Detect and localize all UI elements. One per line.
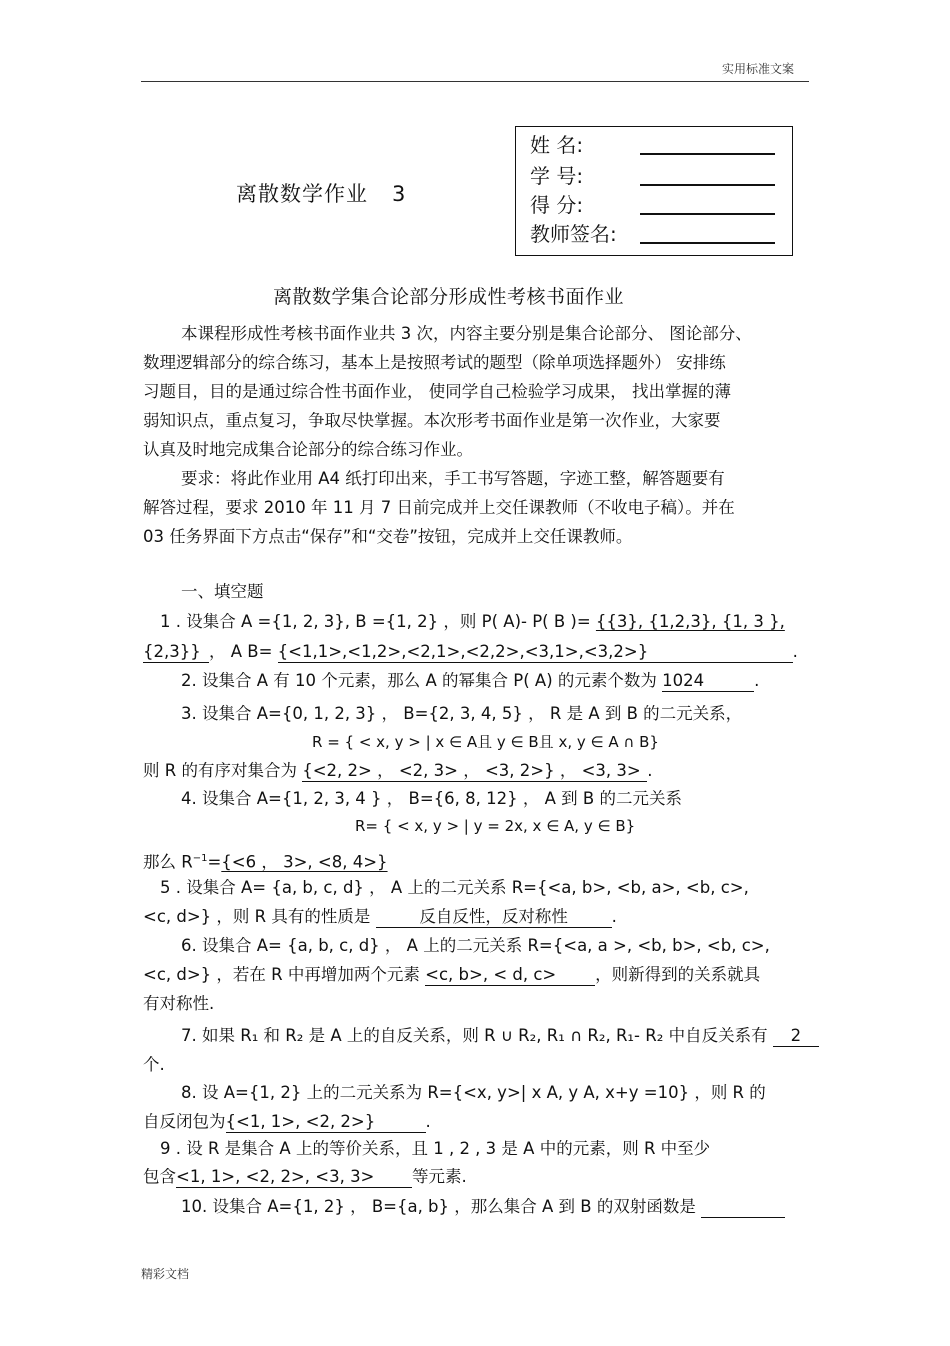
teacher-signature-row	[530, 220, 622, 248]
question-5-line-1: 5 . 设集合 A= {a, b, c, d} ， A 上的二元关系 R={<a, b>, <b, a>, <b, c>,	[160, 878, 749, 897]
question-6-line-1: 6. 设集合 A= {a, b, c, d} ， A 上的二元关系 R={<a, a >, <b, b>, <b, c>,	[181, 936, 770, 955]
section-heading-fill-in: 一、填空题	[181, 582, 264, 601]
question-1-answer-power-set-end: {2,3}}	[143, 642, 209, 663]
student-info-box	[515, 126, 793, 256]
document-title: 离散数学作业 3	[236, 182, 407, 206]
name-label: 姓 名:	[530, 133, 584, 157]
intro-line-4: 弱知识点，重点复习，争取尽快掌握。本次形考书面作业是第一次作业，大家要	[143, 411, 721, 430]
question-8-line-2: 自反闭包为{<1, 1>, <2, 2>} .	[143, 1112, 431, 1131]
question-7-line-1: 7. 如果 R₁ 和 R₂ 是 A 上的自反关系，则 R ∪ R₂, R₁ ∩ R₂, R₁- R₂ 中自反关系有 2	[181, 1025, 819, 1047]
score-label: 得 分:	[530, 193, 584, 217]
question-6-answer: <c, b>, < d, c>	[425, 965, 595, 986]
name-blank[interactable]	[640, 153, 775, 155]
question-3-line-2: 则 R 的有序对集合为 {<2, 2> ， <2, 3> ， <3, 2>} ， <3, 3> .	[143, 761, 653, 780]
student-id-blank[interactable]	[640, 184, 775, 186]
question-1-line-2: {2,3}} ， A B= {<1,1>,<1,2>,<2,1>,<2,2>,<3,1>,<3,2>} .	[143, 642, 798, 661]
name-row	[530, 131, 622, 159]
student-id-label: 学 号:	[530, 164, 584, 188]
question-2: 2. 设集合 A 有 10 个元素，那么 A 的幂集合 P( A) 的元素个数为 1024 .	[181, 671, 760, 690]
teacher-signature-label: 教师签名:	[530, 222, 617, 246]
question-1-answer-power-set: {{3}, {1,2,3}, {1, 3 },	[595, 612, 785, 631]
question-1-line-1: 1 . 设集合 A ={1, 2, 3}, B ={1, 2} ，则 P( A)- P( B )= {{3}, {1,2,3}, {1, 3 },	[160, 612, 785, 631]
question-4-answer: {<6 ， 3>, <8, 4>}	[221, 852, 388, 872]
score-row	[530, 191, 622, 219]
footer-label: 精彩文档	[141, 1267, 190, 1281]
question-1-answer-cartesian: {<1,1>,<1,2>,<2,1>,<2,2>,<3,1>,<3,2>}	[278, 642, 793, 663]
intro-line-3: 习题目，目的是通过综合性书面作业， 使同学自己检验学习成果， 找出掌握的薄	[143, 382, 731, 401]
question-9-line-1: 9 . 设 R 是集合 A 上的等价关系，且 1 , 2 , 3 是 A 中的元素，则 R 中至少	[160, 1139, 711, 1158]
question-3-answer: {<2, 2> ， <2, 3> ， <3, 2>} ， <3, 3>	[302, 761, 647, 782]
question-4-line-2: 那么 $R^{-1}=\{<6$ ， 3>, <8, 4>}	[143, 852, 388, 872]
header-rule	[141, 81, 809, 82]
section-subtitle: 离散数学集合论部分形成性考核书面作业	[273, 286, 625, 308]
question-3-formula: R = { < x, y > | x ∈ A且 y ∈ B且 x, y ∈ A ∩ B}	[312, 733, 659, 751]
teacher-signature-blank[interactable]	[640, 242, 775, 244]
question-2-answer: 1024	[662, 671, 754, 692]
question-6-line-2: <c, d>} ，若在 R 中再增加两个元素 <c, b>, < d, c> ，则新得到的关系就具	[143, 965, 761, 984]
question-9-answer: <1, 1>, <2, 2>, <3, 3>	[176, 1167, 412, 1188]
question-5-answer: 反自反性，反对称性	[376, 907, 612, 928]
header-label: 实用标准文案	[722, 62, 795, 76]
question-8-line-1: 8. 设 A={1, 2} 上的二元关系为 R={<x, y>| x A, y A, x+y =10} ，则 R 的	[181, 1083, 766, 1102]
question-7-answer: 2	[773, 1026, 819, 1047]
student-id-row	[530, 162, 622, 190]
question-10-blank[interactable]	[701, 1197, 785, 1218]
intro-line-2: 数理逻辑部分的综合练习，基本上是按照考试的题型（除单项选择题外） 安排练	[143, 353, 726, 372]
requirement-line-1: 要求：将此作业用 A4 纸打印出来，手工书写答题，字迹工整，解答题要有	[181, 469, 725, 488]
question-6-line-3: 有对称性.	[143, 994, 215, 1013]
question-10: 10. 设集合 A={1, 2} ， B={a, b} ，那么集合 A 到 B 的双射函数是	[181, 1196, 785, 1218]
question-5-line-2: <c, d>} ，则 R 具有的性质是 反自反性，反对称性 .	[143, 907, 617, 926]
question-3-line-1: 3. 设集合 A={0, 1, 2, 3} ， B={2, 3, 4, 5} ， R 是 A 到 B 的二元关系，	[181, 704, 743, 723]
question-4-line-1: 4. 设集合 A={1, 2, 3, 4 } ， B={6, 8, 12} ， A 到 B 的二元关系	[181, 789, 682, 808]
requirement-line-3: 03 任务界面下方点击“保存”和“交卷”按钮，完成并上交任课教师。	[143, 527, 633, 546]
score-blank[interactable]	[640, 213, 775, 215]
question-9-line-2: 包含<1, 1>, <2, 2>, <3, 3> 等元素.	[143, 1167, 467, 1186]
intro-line-1: 本课程形成性考核书面作业共 3 次，内容主要分别是集合论部分、 图论部分、	[181, 324, 752, 343]
intro-line-5: 认真及时地完成集合论部分的综合练习作业。	[143, 440, 473, 459]
question-4-formula: R= { < x, y > | y = 2x, x ∈ A, y ∈ B}	[355, 817, 636, 835]
question-8-answer: {<1, 1>, <2, 2>}	[226, 1112, 426, 1133]
question-7-line-2: 个.	[143, 1055, 165, 1074]
requirement-line-2: 解答过程，要求 2010 年 11 月 7 日前完成并上交任课教师（不收电子稿）。并在	[143, 498, 735, 517]
